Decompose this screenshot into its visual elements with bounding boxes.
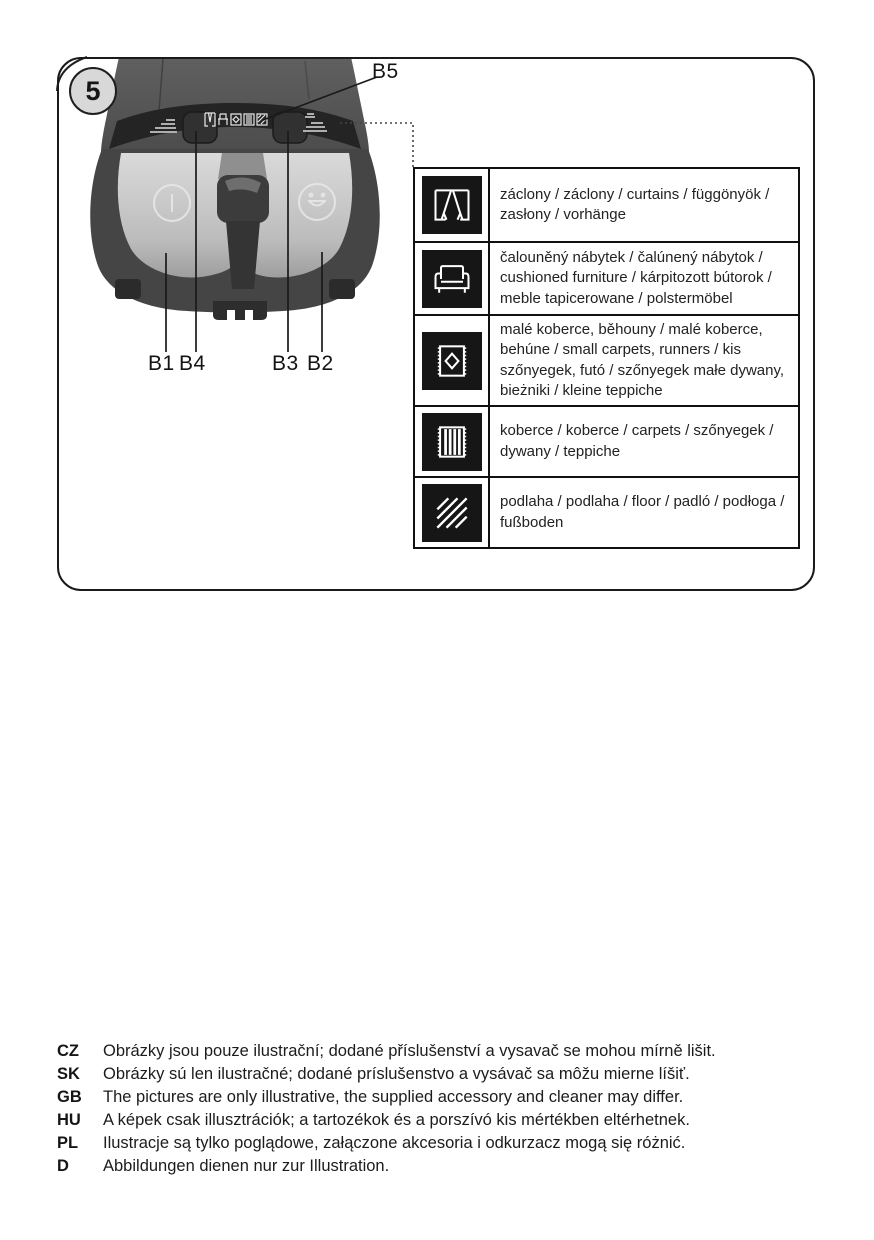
floor-icon	[430, 491, 474, 535]
surface-text: čalouněný nábytek / čalúnený nábytok / cushioned furniture / kárpitozott bútorok / meble tapicerowane / polstermöbel	[500, 248, 772, 307]
note-row	[57, 1086, 819, 1109]
note-lang-code: PL	[57, 1134, 79, 1152]
cushioned-furniture-icon	[430, 257, 474, 301]
note-lang-code: D	[57, 1157, 69, 1175]
table-row	[415, 241, 798, 314]
note-text: Obrázky jsou pouze ilustrační; dodané příslušenství a vysavač se mohou mírně lišit.	[103, 1042, 716, 1060]
figure-number-badge	[69, 67, 117, 115]
illustration-disclaimer-notes	[57, 1040, 819, 1178]
note-text: The pictures are only illustrative, the supplied accessory and cleaner may differ.	[103, 1088, 684, 1106]
note-row	[57, 1109, 819, 1132]
surface-text: malé koberce, běhouny / malé koberce, behúne / small carpets, runners / kis szőnyegek, futó / szőnyegek małe dywany, bieżniki / kleine teppiche	[500, 320, 785, 399]
small-carpets-icon	[430, 339, 474, 383]
table-row	[415, 405, 798, 476]
part-label-b2: B2	[307, 352, 334, 375]
note-row	[57, 1040, 819, 1063]
surface-text: koberce / koberce / carpets / szőnyegek / dywany / teppiche	[500, 422, 774, 460]
curtains-icon	[430, 183, 474, 227]
note-text: Abbildungen dienen nur zur Illustration.	[103, 1157, 390, 1175]
note-text: A képek csak illusztrációk; a tartozékok és a porszívó kis mértékben eltérhetnek.	[103, 1111, 690, 1129]
part-label-b3: B3	[272, 352, 299, 375]
note-text: Obrázky sú len ilustračné; dodané príslušenstvo a vysávač sa môžu mierne líšiť.	[103, 1065, 690, 1083]
carpets-icon	[430, 420, 474, 464]
part-label-b5: B5	[372, 60, 399, 83]
table-row	[415, 169, 798, 241]
note-text: Ilustracje są tylko poglądowe, załączone akcesoria i odkurzacz mogą się różnić.	[103, 1134, 686, 1152]
note-lang-code: HU	[57, 1111, 81, 1129]
note-row	[57, 1155, 819, 1178]
note-lang-code: CZ	[57, 1042, 79, 1060]
part-label-b4: B4	[179, 352, 206, 375]
table-row	[415, 476, 798, 547]
note-lang-code: GB	[57, 1088, 82, 1106]
figure-number: 5	[85, 75, 101, 106]
note-row	[57, 1132, 819, 1155]
note-lang-code: SK	[57, 1065, 80, 1083]
note-row	[57, 1063, 819, 1086]
surface-text: záclony / záclony / curtains / függönyök / zasłony / vorhänge	[500, 185, 770, 223]
surface-legend-table	[413, 167, 800, 549]
part-label-b1: B1	[148, 352, 175, 375]
surface-text: podlaha / podlaha / floor / padló / podłoga / fußboden	[500, 493, 785, 531]
table-row	[415, 314, 798, 405]
